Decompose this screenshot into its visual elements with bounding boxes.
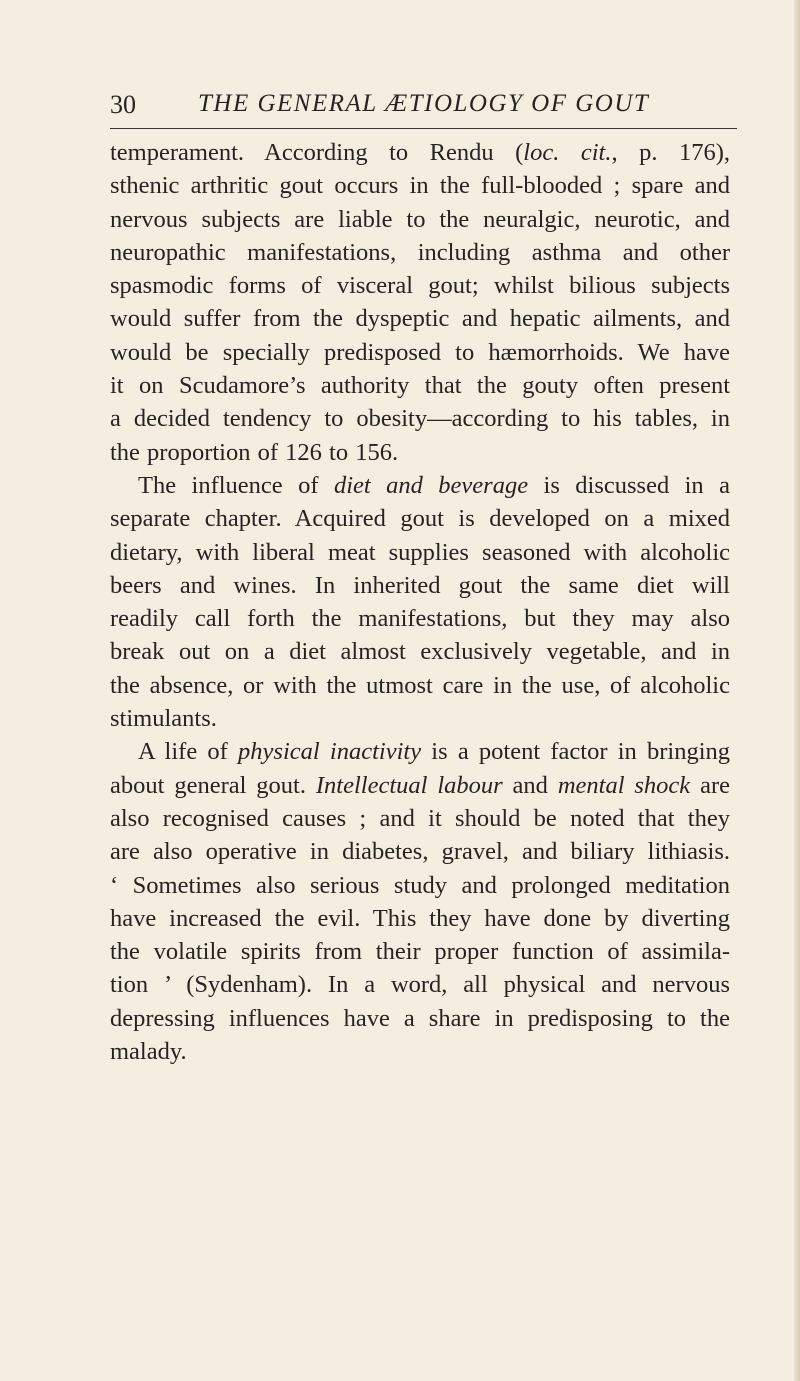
text-line [110, 469, 730, 502]
text-run: is a potent factor in bringing [421, 738, 731, 766]
text-run: ‘ Sometimes also serious study and prolonged meditation [110, 871, 730, 899]
text-run: sthenic arthritic gout occurs in the full-blooded ; spare and [110, 172, 730, 200]
header-rule [110, 128, 737, 129]
text-line [110, 835, 730, 868]
text-line [110, 869, 730, 902]
text-run: tion ’ (Sydenham). In a word, all physical and nervous [110, 971, 730, 999]
text-run: A life of [138, 738, 239, 766]
page-edge [794, 0, 800, 1381]
text-line [110, 1002, 730, 1035]
text-line [110, 968, 730, 1001]
text-line [110, 702, 730, 735]
italic-phrase: Intellectual labour [315, 771, 503, 799]
text-line [110, 436, 730, 469]
text-line [110, 236, 730, 269]
text-line [110, 136, 730, 169]
text-run: stimulants. [110, 705, 217, 733]
text-line [110, 602, 730, 635]
italic-phrase: physical inactivity [238, 738, 422, 766]
text-line [110, 935, 730, 968]
text-line [110, 902, 730, 935]
text-run: and [502, 771, 558, 799]
text-run: depressing influences have a share in predisposing to the [110, 1004, 730, 1032]
page-number: 30 [110, 90, 136, 119]
text-run: beers and wines. In inherited gout the same diet will [110, 571, 730, 599]
text-line [110, 369, 730, 402]
text-line [110, 769, 730, 802]
italic-phrase: loc. cit. [523, 139, 612, 166]
text-run: is discussed in a [528, 471, 730, 499]
running-title: THE GENERAL ÆTIOLOGY OF GOUT [198, 90, 650, 117]
text-run: spasmodic forms of visceral gout; whilst bilious subjects [110, 272, 730, 300]
text-run: would suffer from the dyspeptic and hepatic ailments, and [110, 305, 730, 333]
text-line [110, 402, 730, 435]
text-run: the absence, or with the utmost care in the use, of alcoholic [110, 671, 730, 699]
text-line [110, 735, 730, 768]
text-run: about general gout. [110, 771, 316, 799]
text-run: neuropathic manifestations, including asthma and other [110, 238, 730, 266]
text-line [110, 802, 730, 835]
text-run: also recognised causes ; and it should be noted that they [110, 804, 730, 832]
text-run: The influence of [138, 471, 334, 499]
text-run: are also operative in diabetes, gravel, and biliary lithiasis. [110, 838, 730, 866]
text-line [110, 203, 730, 236]
text-line [110, 536, 730, 569]
text-run: break out on a diet almost exclusively vegetable, and in [110, 638, 730, 666]
text-line [110, 569, 730, 602]
text-run: are [690, 771, 730, 799]
text-run: a decided tendency to obesity—according to his tables, in [110, 405, 730, 433]
running-head [110, 84, 740, 124]
text-run: , p. 176), [611, 139, 730, 166]
text-line [110, 302, 730, 335]
text-run: it on Scudamore’s authority that the gouty often present [110, 372, 730, 400]
text-line [110, 269, 730, 302]
text-run: would be specially predisposed to hæmorrhoids. We have [110, 338, 730, 366]
text-line [110, 169, 730, 202]
body-text [110, 136, 730, 1068]
italic-phrase: mental shock [557, 771, 691, 799]
text-line [110, 669, 730, 702]
text-run: malady. [110, 1038, 187, 1066]
text-run: separate chapter. Acquired gout is developed on a mixed [110, 505, 730, 533]
text-line [110, 635, 730, 668]
text-run: have increased the evil. This they have done by diverting [110, 904, 730, 932]
text-run: readily call forth the manifestations, but they may also [110, 605, 730, 633]
text-line [110, 1035, 730, 1068]
text-line [110, 336, 730, 369]
text-run: the proportion of 126 to 156. [110, 438, 399, 466]
italic-phrase: diet and beverage [333, 471, 529, 499]
text-run: the volatile spirits from their proper function of assimila- [110, 938, 730, 966]
text-run: temperament. According to Rendu ( [110, 139, 524, 166]
text-run: dietary, with liberal meat supplies seasoned with alcoholic [110, 538, 730, 566]
text-run: nervous subjects are liable to the neuralgic, neurotic, and [110, 205, 730, 233]
text-line [110, 502, 730, 535]
